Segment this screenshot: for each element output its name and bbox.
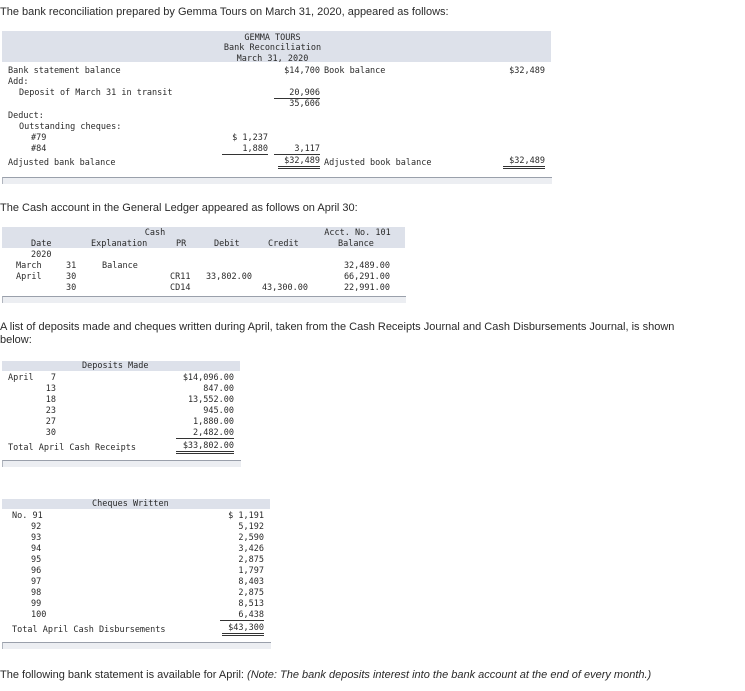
ledger-balance: 32,489.00: [343, 261, 390, 271]
ledger-debit: 33,802.00: [205, 272, 252, 282]
deposits-total-label: Total April Cash Receipts: [8, 443, 136, 453]
cheque-written-amount: $ 1,191: [228, 511, 264, 521]
cheque-amount: $ 1,237: [232, 133, 268, 143]
cheque-written-amount: 2,875: [238, 588, 264, 598]
book-balance: $32,489: [509, 66, 545, 76]
deposit-amount: 2,482.00: [176, 428, 234, 439]
cheque-written-number: 100: [31, 610, 47, 620]
cheque-written-number: 94: [31, 544, 42, 554]
ledger-day: 30: [66, 272, 77, 282]
adjusted-bank-balance-label: Adjusted bank balance: [8, 158, 116, 168]
outstanding-cheques-label: Outstanding cheques:: [19, 122, 122, 132]
cheques-title: Cheques Written: [92, 499, 169, 509]
adjusted-bank-balance: $32,489: [278, 156, 320, 169]
adjusted-book-balance: $32,489: [503, 156, 545, 169]
statement-intro-text: The following bank statement is available for April:: [0, 669, 244, 681]
cheque-number: #84: [31, 144, 47, 154]
cheque-written-number: 97: [31, 577, 42, 587]
deposit-day: 13: [45, 384, 56, 394]
cheque-written-amount: 2,590: [238, 533, 264, 543]
cheque-written-amount: 2,875: [238, 555, 264, 565]
statement-note: (Note: The bank deposits interest into the bank account at the end of every month.): [247, 669, 652, 681]
ledger-col-date: Date: [31, 239, 52, 249]
reconciliation-subtotal: 35,606: [289, 99, 320, 109]
deposit-day: 27: [45, 417, 56, 427]
bank-statement-balance-label: Bank statement balance: [8, 66, 121, 76]
deposits-total: $33,802.00: [176, 441, 234, 454]
deposit-day: 23: [45, 406, 56, 416]
deposit-in-transit-amount: 20,906: [274, 88, 320, 99]
ledger-year: 2020: [31, 250, 52, 260]
reconciliation-date: March 31, 2020: [236, 54, 309, 64]
cheque-written-number: 96: [31, 566, 42, 576]
ledger-col-credit: Credit: [268, 239, 299, 249]
book-balance-label: Book balance: [324, 66, 386, 76]
deposit-amount: 1,880.00: [193, 417, 234, 427]
ledger-intro-text: The Cash account in the General Ledger appeared as follows on April 30:: [0, 202, 358, 214]
ledger-day: 30: [66, 283, 77, 293]
cheque-written-amount: 1,797: [238, 566, 264, 576]
cheque-written-number: 99: [31, 599, 42, 609]
reconciliation-scrollbar[interactable]: [2, 177, 552, 184]
ledger-pr: CR11: [170, 272, 191, 282]
ledger-account-number: Acct. No. 101: [324, 228, 391, 238]
deposit-amount: 945.00: [203, 406, 234, 416]
cheque-written-number: No. 91: [12, 511, 43, 521]
cheque-written-number: 92: [31, 522, 42, 532]
intro-text: The bank reconciliation prepared by Gemma Tours on March 31, 2020, appeared as follows:: [0, 6, 449, 18]
ledger-explanation: Balance: [102, 261, 138, 271]
deposits-month: April: [8, 373, 34, 383]
ledger-account-name: Cash: [144, 228, 166, 238]
ledger-col-debit: Debit: [214, 239, 240, 249]
cheque-amount: 1,880: [222, 144, 268, 155]
cheques-total: $43,300: [222, 623, 264, 636]
ledger-day: 31: [66, 261, 77, 271]
cheque-written-number: 95: [31, 555, 42, 565]
cheque-written-amount: 6,438: [220, 610, 264, 621]
deduct-label: Deduct:: [8, 111, 44, 121]
cheques-total-label: Total April Cash Disbursements: [12, 625, 166, 635]
ledger-col-explanation: Explanation: [91, 239, 148, 249]
ledger-col-balance: Balance: [338, 239, 374, 249]
ledger-month: April: [16, 272, 42, 282]
cheque-written-amount: 8,513: [238, 599, 264, 609]
statement-intro-line: [0, 669, 651, 681]
reconciliation-title: Bank Reconciliation: [223, 43, 322, 53]
deposit-amount: $14,096.00: [182, 373, 234, 383]
cheques-total: 3,117: [274, 144, 320, 155]
ledger-month: March: [16, 261, 42, 271]
ledger-balance: 66,291.00: [343, 272, 390, 282]
cheque-written-amount: 5,192: [238, 522, 264, 532]
ledger-pr: CD14: [170, 283, 191, 293]
ledger-credit: 43,300.00: [261, 283, 308, 293]
bank-statement-balance: $14,700: [284, 66, 320, 76]
cheques-scrollbar[interactable]: [2, 642, 271, 649]
deposit-day: 18: [45, 395, 56, 405]
cheque-written-amount: 8,403: [238, 577, 264, 587]
ledger-scrollbar[interactable]: [2, 296, 406, 303]
cheque-written-number: 98: [31, 588, 42, 598]
reconciliation-company: GEMMA TOURS: [244, 33, 301, 43]
adjusted-book-balance-label: Adjusted book balance: [324, 158, 432, 168]
deposit-day: 30: [45, 428, 56, 438]
cheque-written-number: 93: [31, 533, 42, 543]
deposits-scrollbar[interactable]: [2, 460, 241, 467]
cheque-written-amount: 3,426: [238, 544, 264, 554]
ledger-balance: 22,991.00: [343, 283, 390, 293]
deposit-day: 7: [50, 373, 56, 383]
deposit-in-transit-label: Deposit of March 31 in transit: [19, 88, 173, 98]
deposit-amount: 847.00: [203, 384, 234, 394]
deposits-title: Deposits Made: [82, 361, 149, 371]
ledger-col-pr: PR: [176, 239, 187, 249]
cheque-number: #79: [31, 133, 47, 143]
add-label: Add:: [8, 77, 29, 87]
list-intro-text: A list of deposits made and cheques written during April, taken from the Cash Receipts Journal and Cash Disbursements Journal, is shown below:: [0, 321, 675, 346]
deposit-amount: 13,552.00: [187, 395, 234, 405]
